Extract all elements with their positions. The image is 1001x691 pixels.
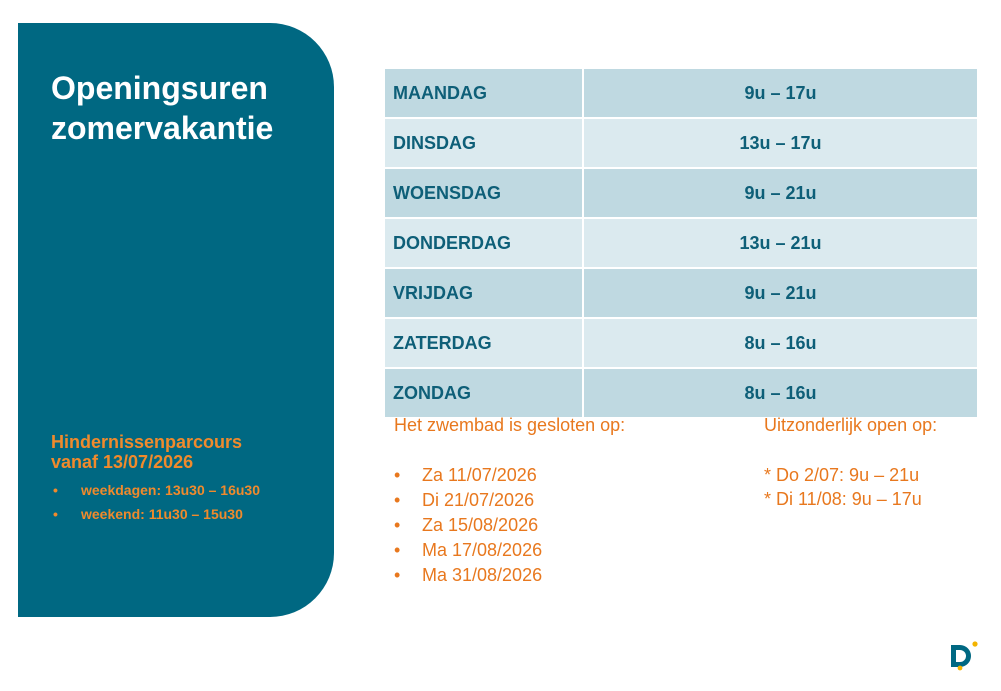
obstacle-course-info xyxy=(51,432,321,526)
list-item: • Ma 17/08/2026 xyxy=(394,538,724,563)
closed-dates-heading: Het zwembad is gesloten op: xyxy=(394,415,626,435)
table-row xyxy=(384,168,978,218)
list-item: • Di 21/07/2026 xyxy=(394,488,724,513)
opening-hours-table xyxy=(383,67,979,419)
hours-cell: 9u – 17u xyxy=(583,68,978,118)
list-item: * Do 2/07: 9u – 21u xyxy=(764,465,920,485)
table-row xyxy=(384,318,978,368)
exceptional-opening-heading: Uitzonderlijk open op: xyxy=(764,415,938,435)
exceptional-opening-list xyxy=(764,463,994,511)
hours-cell: 9u – 21u xyxy=(583,168,978,218)
closed-dates-section xyxy=(394,414,724,588)
day-cell: DINSDAG xyxy=(384,118,583,168)
list-item: * Di 11/08: 9u – 17u xyxy=(764,489,922,509)
day-cell: ZATERDAG xyxy=(384,318,583,368)
day-cell: MAANDAG xyxy=(384,68,583,118)
hours-cell: 13u – 17u xyxy=(583,118,978,168)
table-row xyxy=(384,268,978,318)
table-row xyxy=(384,118,978,168)
page-title xyxy=(51,68,273,148)
list-item: • Ma 31/08/2026 xyxy=(394,563,724,588)
list-item: • Za 11/07/2026 xyxy=(394,463,724,488)
hours-cell: 8u – 16u xyxy=(583,318,978,368)
exceptional-opening-section xyxy=(764,414,994,511)
left-panel xyxy=(18,23,334,617)
table-row xyxy=(384,68,978,118)
day-cell: VRIJDAG xyxy=(384,268,583,318)
obstacle-hours-weekend: • weekend: 11u30 – 15u30 xyxy=(51,502,321,526)
day-cell: ZONDAG xyxy=(384,368,583,418)
day-cell: DONDERDAG xyxy=(384,218,583,268)
table-row xyxy=(384,368,978,418)
page-title-line-1: Openingsuren xyxy=(51,70,268,106)
hours-cell: 13u – 21u xyxy=(583,218,978,268)
list-item: • Za 15/08/2026 xyxy=(394,513,724,538)
table-row xyxy=(384,218,978,268)
obstacle-title-line-1: Hindernissenparcours xyxy=(51,432,243,452)
day-cell: WOENSDAG xyxy=(384,168,583,218)
closed-dates-list xyxy=(394,463,724,588)
obstacle-title-line-2: vanaf 13/07/2026 xyxy=(51,452,194,472)
obstacle-course-title xyxy=(51,432,321,472)
brand-d-logo-icon xyxy=(947,638,983,674)
page-title-line-2: zomervakantie xyxy=(51,110,274,146)
obstacle-course-hours xyxy=(51,478,321,526)
hours-cell: 9u – 21u xyxy=(583,268,978,318)
hours-cell: 8u – 16u xyxy=(583,368,978,418)
obstacle-hours-weekdays: • weekdagen: 13u30 – 16u30 xyxy=(51,478,321,502)
